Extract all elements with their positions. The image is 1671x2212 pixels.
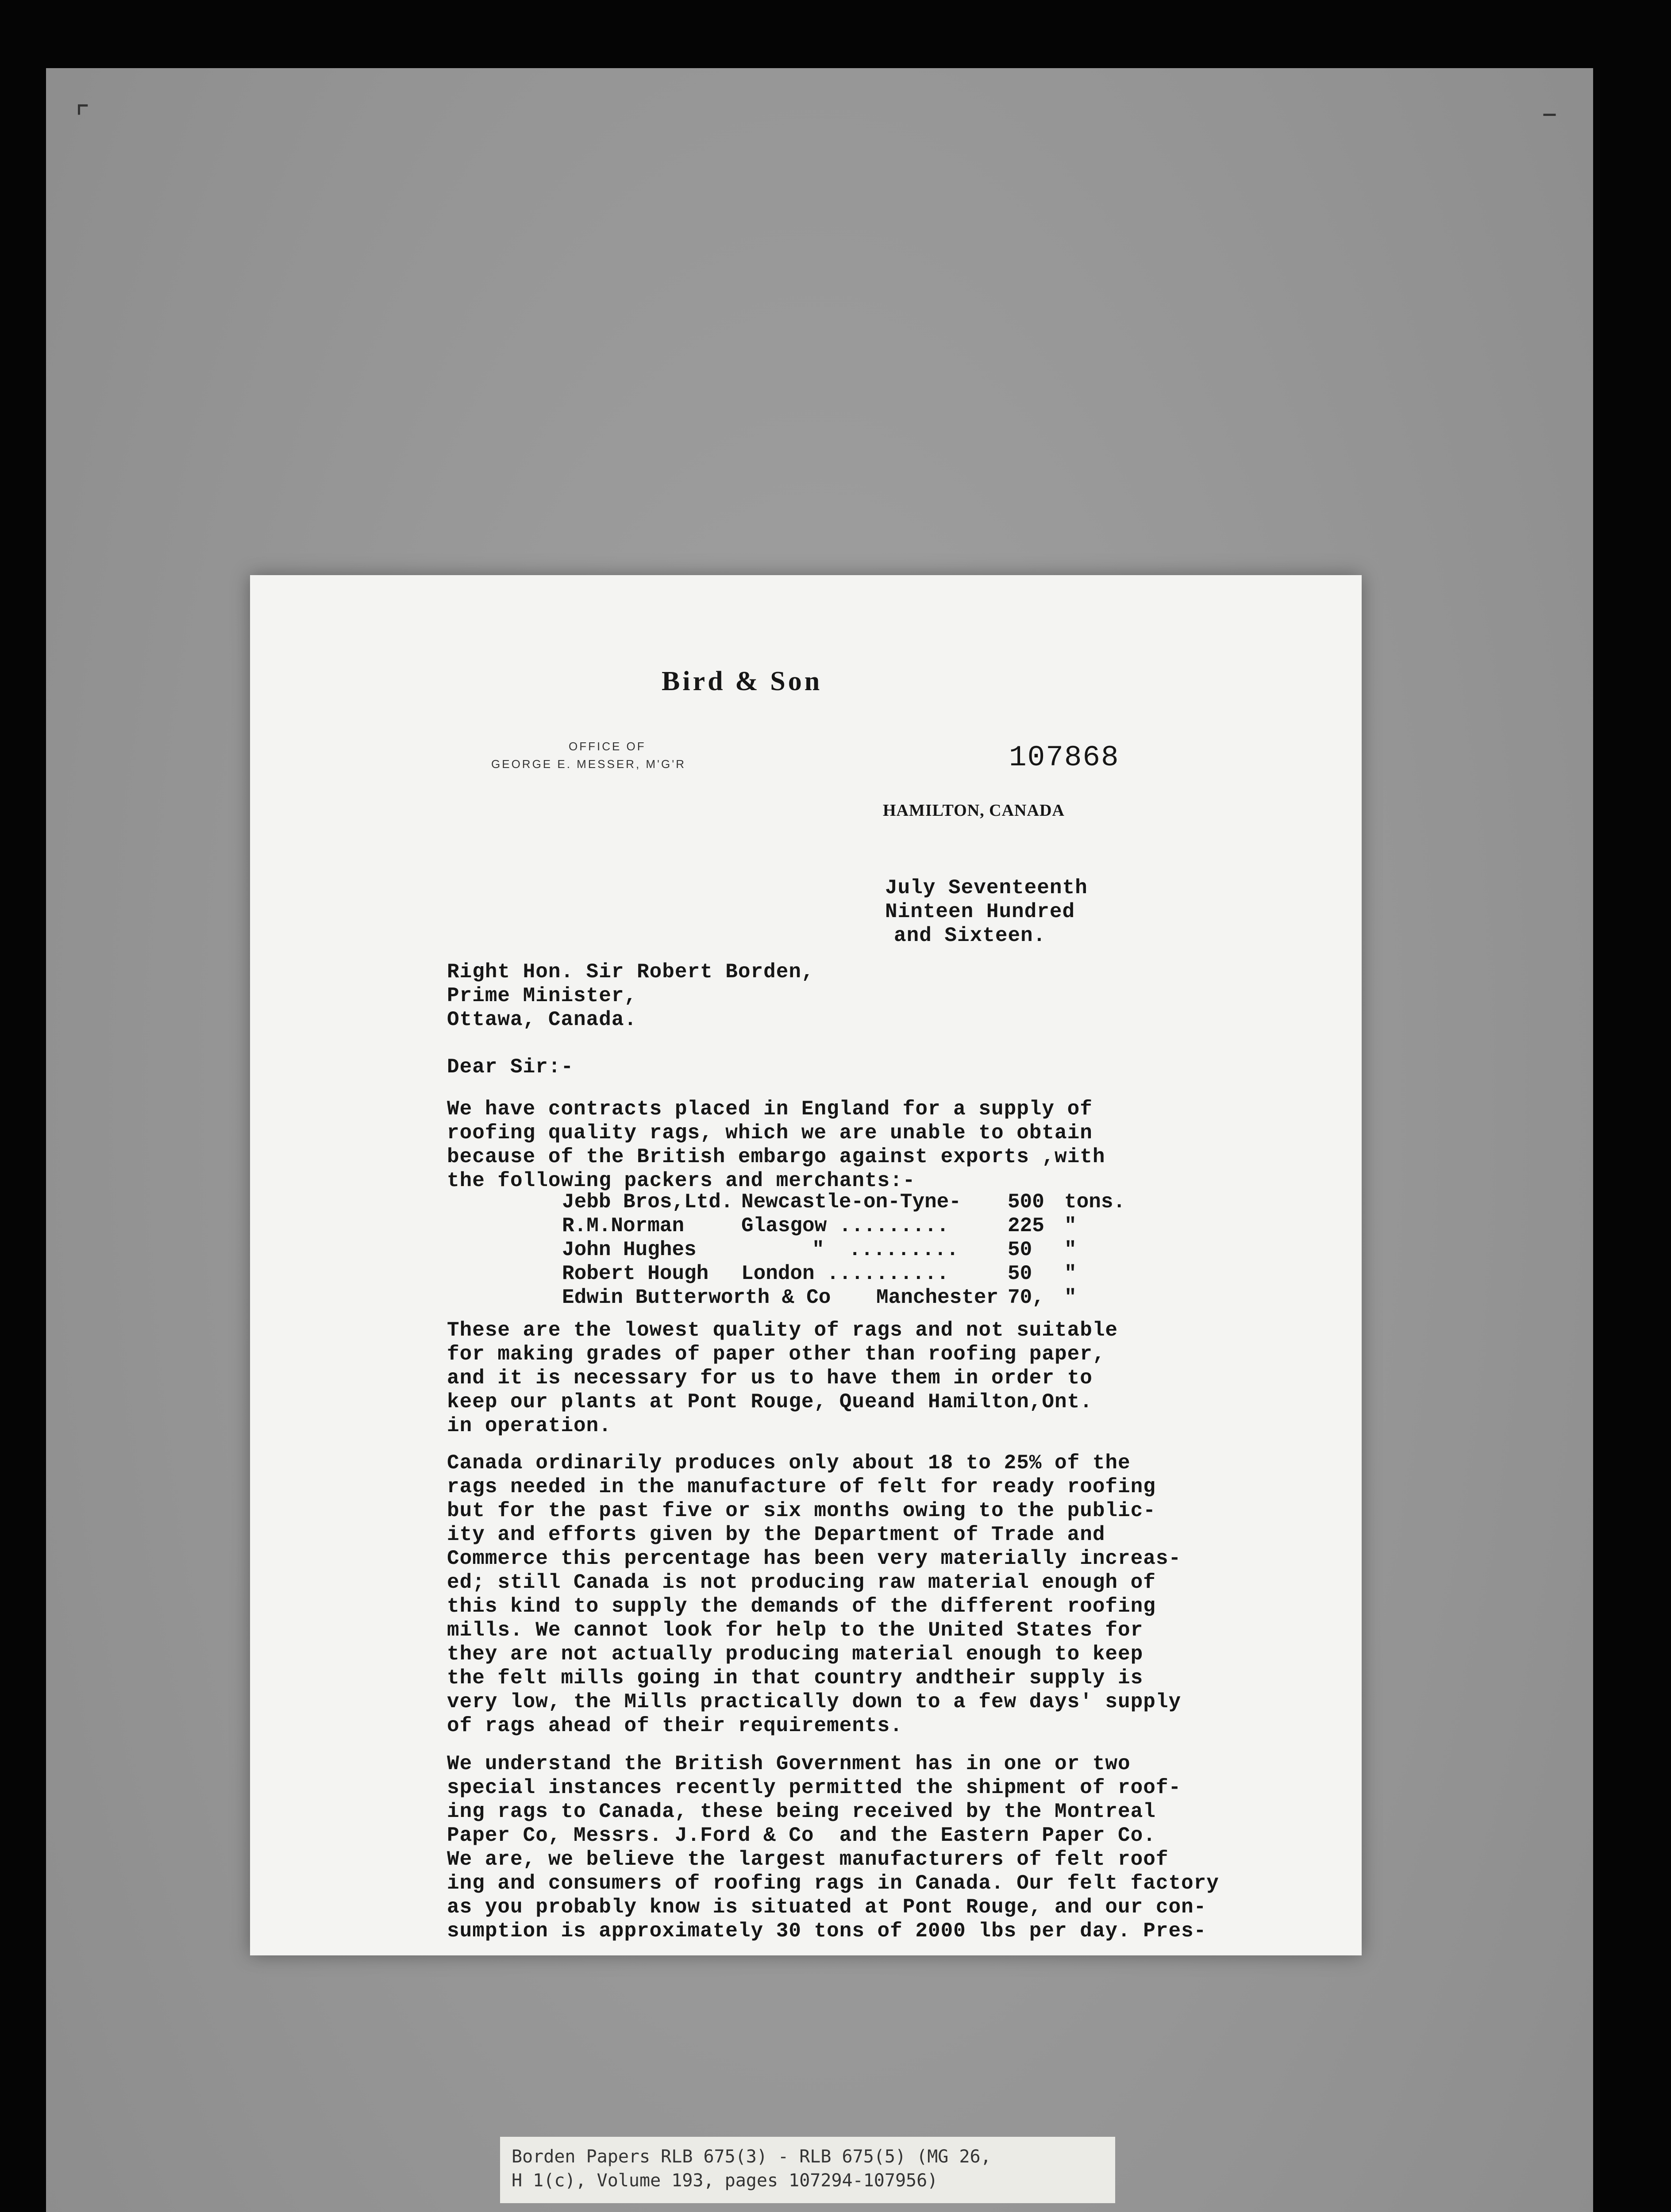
- paragraph-line: and it is necessary for us to have them in order to: [447, 1367, 1093, 1390]
- paragraph-line: for making grades of paper other than roofing paper,: [447, 1343, 1105, 1366]
- paragraph-line: the following packers and merchants:-: [447, 1169, 916, 1192]
- supplier-quantity: 225: [1008, 1214, 1044, 1237]
- office-line: OFFICE OF: [569, 740, 646, 753]
- paragraph-line: We understand the British Government has in one or two: [447, 1752, 1131, 1775]
- supplier-name: Robert Hough: [562, 1262, 709, 1285]
- supplier-quantity: 500: [1008, 1190, 1044, 1214]
- supplier-row: [250, 1262, 1362, 1286]
- supplier-location: " .........: [812, 1238, 959, 1261]
- supplier-name: R.M.Norman: [562, 1214, 685, 1237]
- supplier-name: Edwin Butterworth & Co: [562, 1286, 831, 1309]
- supplier-list: [250, 1190, 1362, 1314]
- paragraph-line: sumption is approximately 30 tons of 2000 lbs per day. Pres-: [447, 1920, 1207, 1943]
- crop-mark-top-left: ⌜: [75, 99, 90, 135]
- supplier-name: Jebb Bros,Ltd.: [562, 1190, 733, 1214]
- supplier-unit: tons.: [1064, 1190, 1126, 1214]
- document-number: 107868: [1009, 741, 1120, 774]
- salutation: Dear Sir:-: [447, 1056, 574, 1079]
- address-line: Ottawa, Canada.: [447, 1008, 637, 1031]
- supplier-quantity: 50: [1008, 1238, 1032, 1261]
- crop-mark-top-right: –: [1542, 95, 1557, 131]
- letter-page: [250, 575, 1362, 1955]
- date-line: Ninteen Hundred: [885, 900, 1075, 923]
- supplier-row: [250, 1286, 1362, 1310]
- supplier-location: Glasgow .........: [741, 1214, 949, 1237]
- paragraph-line: Canada ordinarily produces only about 18 to 25% of the: [447, 1452, 1131, 1475]
- letterhead-city: HAMILTON, CANADA: [883, 801, 1065, 820]
- paragraph-line: We are, we believe the largest manufacturers of felt roof: [447, 1848, 1169, 1871]
- paragraph-line: but for the past five or six months owing to the public-: [447, 1499, 1156, 1522]
- paragraph-line: as you probably know is situated at Pont Rouge, and our con-: [447, 1896, 1207, 1919]
- paragraph-line: the felt mills going in that country andtheir supply is: [447, 1667, 1144, 1690]
- paragraph-line: Paper Co, Messrs. J.Ford & Co and the Eastern Paper Co.: [447, 1824, 1156, 1847]
- paragraph-line: they are not actually producing material enough to keep: [447, 1643, 1144, 1666]
- supplier-name: John Hughes: [562, 1238, 697, 1261]
- reference-line: H 1(c), Volume 193, pages 107294-107956): [512, 2170, 938, 2191]
- date-line: July Seventeenth: [885, 876, 1088, 899]
- supplier-quantity: 50: [1008, 1262, 1032, 1285]
- archive-reference-slip: [500, 2137, 1115, 2203]
- supplier-row: [250, 1214, 1362, 1238]
- reference-line: Borden Papers RLB 675(3) - RLB 675(5) (MG 26,: [512, 2147, 991, 2167]
- paragraph-line: rags needed in the manufacture of felt for ready roofing: [447, 1475, 1156, 1498]
- supplier-unit: ": [1064, 1262, 1077, 1285]
- supplier-quantity: 70,: [1008, 1286, 1044, 1309]
- paragraph-line: in operation.: [447, 1414, 612, 1437]
- paragraph-line: keep our plants at Pont Rouge, Queand Hamilton,Ont.: [447, 1390, 1093, 1413]
- paragraph-line: ity and efforts given by the Department of Trade and: [447, 1523, 1105, 1546]
- paragraph-line: this kind to supply the demands of the different roofing: [447, 1595, 1156, 1618]
- paragraph-line: roofing quality rags, which we are unable to obtain: [447, 1121, 1093, 1144]
- paragraph-line: ing and consumers of roofing rags in Canada. Our felt factory: [447, 1872, 1219, 1895]
- address-line: Right Hon. Sir Robert Borden,: [447, 960, 814, 983]
- paragraph-line: Commerce this percentage has been very materially increas-: [447, 1547, 1182, 1570]
- paragraph-line: We have contracts placed in England for a supply of: [447, 1098, 1093, 1121]
- paragraph-line: of rags ahead of their requirements.: [447, 1714, 903, 1737]
- date-line: and Sixteen.: [894, 924, 1046, 947]
- paragraph-line: very low, the Mills practically down to a few days' supply: [447, 1690, 1182, 1713]
- paragraph-line: special instances recently permitted the shipment of roof-: [447, 1776, 1182, 1799]
- paragraph-line: ed; still Canada is not producing raw material enough of: [447, 1571, 1156, 1594]
- supplier-row: [250, 1190, 1362, 1214]
- supplier-location: Newcastle-on-Tyne-: [741, 1190, 961, 1214]
- address-line: Prime Minister,: [447, 984, 637, 1007]
- paragraph-line: because of the British embargo against exports ,with: [447, 1145, 1105, 1168]
- paragraph-line: These are the lowest quality of rags and not suitable: [447, 1319, 1118, 1342]
- manager-line: GEORGE E. MESSER, M'G'R: [491, 757, 686, 771]
- paragraph-line: mills. We cannot look for help to the United States for: [447, 1619, 1144, 1642]
- supplier-row: [250, 1238, 1362, 1262]
- supplier-location: London ..........: [741, 1262, 949, 1285]
- company-name: Bird & Son: [662, 666, 823, 696]
- supplier-unit: ": [1064, 1214, 1077, 1237]
- supplier-location: Manchester: [876, 1286, 999, 1309]
- supplier-unit: ": [1064, 1238, 1077, 1261]
- supplier-unit: ": [1064, 1286, 1077, 1309]
- paragraph-line: ing rags to Canada, these being received by the Montreal: [447, 1800, 1156, 1823]
